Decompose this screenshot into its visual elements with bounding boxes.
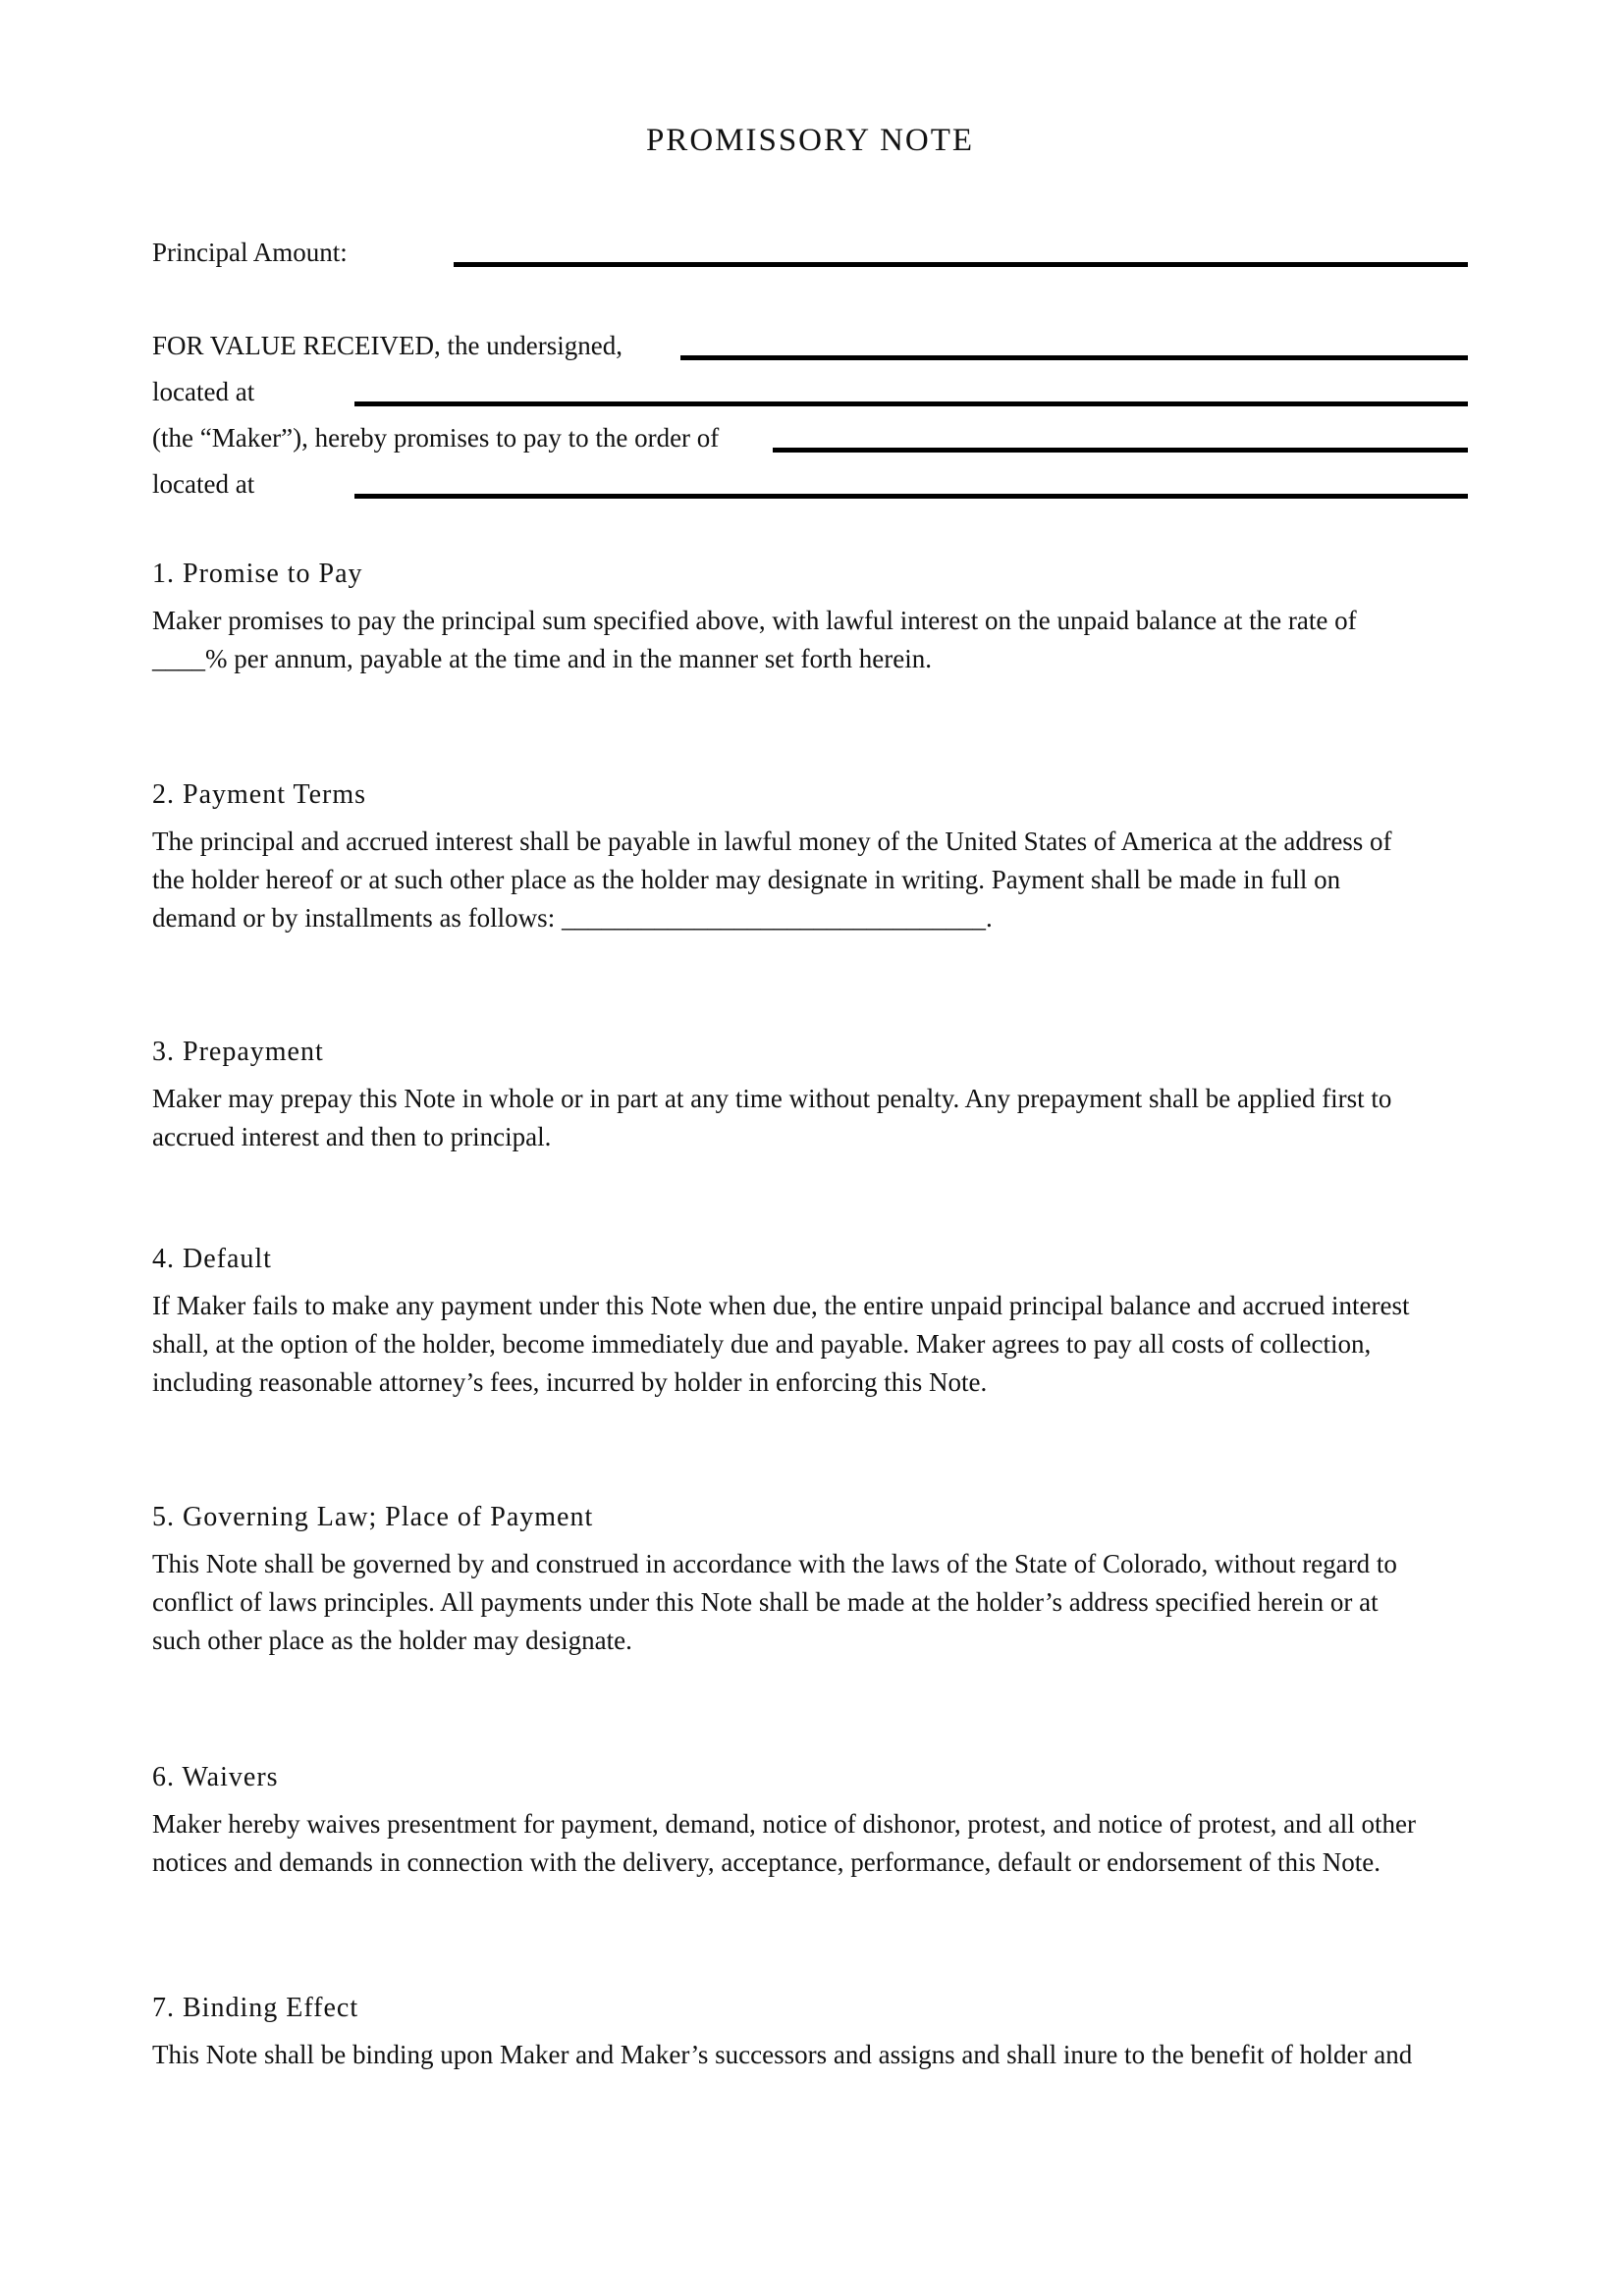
section-prepayment — [152, 1033, 1468, 1156]
body-line: including reasonable attorney’s fees, incurred by holder in enforcing this Note. — [152, 1367, 988, 1397]
section-heading: 6. Waivers — [152, 1762, 279, 1792]
section-body — [152, 602, 1468, 678]
section-body — [152, 1545, 1468, 1660]
section-body — [152, 823, 1468, 937]
principal-amount-row — [152, 230, 1468, 276]
body-line: The principal and accrued interest shall be payable in lawful money of the United States of America at the address of — [152, 827, 1392, 856]
body-line: This Note shall be governed by and construed in accordance with the laws of the State of Colorado, without regard to — [152, 1549, 1397, 1578]
body-line: accrued interest and then to principal. — [152, 1122, 552, 1151]
section-heading: 4. Default — [152, 1244, 272, 1274]
section-body — [152, 1805, 1468, 1882]
section-heading: 5. Governing Law; Place of Payment — [152, 1502, 594, 1532]
maker-name-fill-line[interactable] — [680, 355, 1468, 360]
section-promise-to-pay — [152, 555, 1468, 678]
preamble-row — [152, 323, 1468, 369]
preamble-text: FOR VALUE RECEIVED, the undersigned, — [152, 331, 623, 360]
preamble-row — [152, 461, 1468, 507]
body-line: ____% per annum, payable at the time and in the manner set forth herein. — [152, 644, 932, 673]
body-line: This Note shall be binding upon Maker and Maker’s successors and assigns and shall inure to the benefit of holder and — [152, 2040, 1413, 2069]
body-line: Maker may prepay this Note in whole or in part at any time without penalty. Any prepayment shall be applied first to — [152, 1084, 1392, 1113]
section-heading: 3. Prepayment — [152, 1037, 324, 1067]
section-default — [152, 1240, 1468, 1402]
section-governing-law — [152, 1498, 1468, 1660]
payee-name-fill-line[interactable] — [773, 448, 1468, 453]
preamble-text: (the “Maker”), hereby promises to pay to the order of — [152, 423, 720, 453]
section-heading: 7. Binding Effect — [152, 1993, 359, 2023]
body-line: If Maker fails to make any payment under this Note when due, the entire unpaid principal balance and accrued interest — [152, 1291, 1410, 1320]
body-line: conflict of laws principles. All payments under this Note shall be made at the holder’s address specified herein or at — [152, 1587, 1379, 1617]
maker-address-fill-line[interactable] — [354, 401, 1468, 406]
section-body — [152, 1287, 1468, 1402]
section-heading: 1. Promise to Pay — [152, 559, 363, 589]
body-line: demand or by installments as follows: ________________________________. — [152, 903, 993, 933]
principal-amount-fill-line[interactable] — [454, 262, 1468, 267]
page-title: PROMISSORY NOTE — [645, 123, 975, 158]
body-line: Maker hereby waives presentment for payment, demand, notice of dishonor, protest, and notice of protest, and all other — [152, 1809, 1417, 1839]
section-body — [152, 1080, 1468, 1156]
principal-amount-label: Principal Amount: — [152, 238, 348, 267]
section-binding-effect — [152, 1989, 1468, 2074]
body-line: shall, at the option of the holder, become immediately due and payable. Maker agrees to pay all costs of collection, — [152, 1329, 1372, 1359]
section-heading: 2. Payment Terms — [152, 779, 367, 810]
preamble-text: located at — [152, 469, 255, 499]
preamble-text: located at — [152, 377, 255, 406]
preamble-row — [152, 369, 1468, 415]
section-payment-terms — [152, 775, 1468, 937]
preamble-row — [152, 415, 1468, 461]
body-line: such other place as the holder may designate. — [152, 1626, 632, 1655]
body-line: Maker promises to pay the principal sum specified above, with lawful interest on the unpaid balance at the rate of — [152, 606, 1357, 635]
section-waivers — [152, 1758, 1468, 1882]
payee-address-fill-line[interactable] — [354, 494, 1468, 499]
body-line: the holder hereof or at such other place as the holder may designate in writing. Payment shall be made in full on — [152, 865, 1341, 894]
section-body — [152, 2036, 1468, 2074]
body-line: notices and demands in connection with the delivery, acceptance, performance, default or endorsement of this Note. — [152, 1847, 1381, 1877]
